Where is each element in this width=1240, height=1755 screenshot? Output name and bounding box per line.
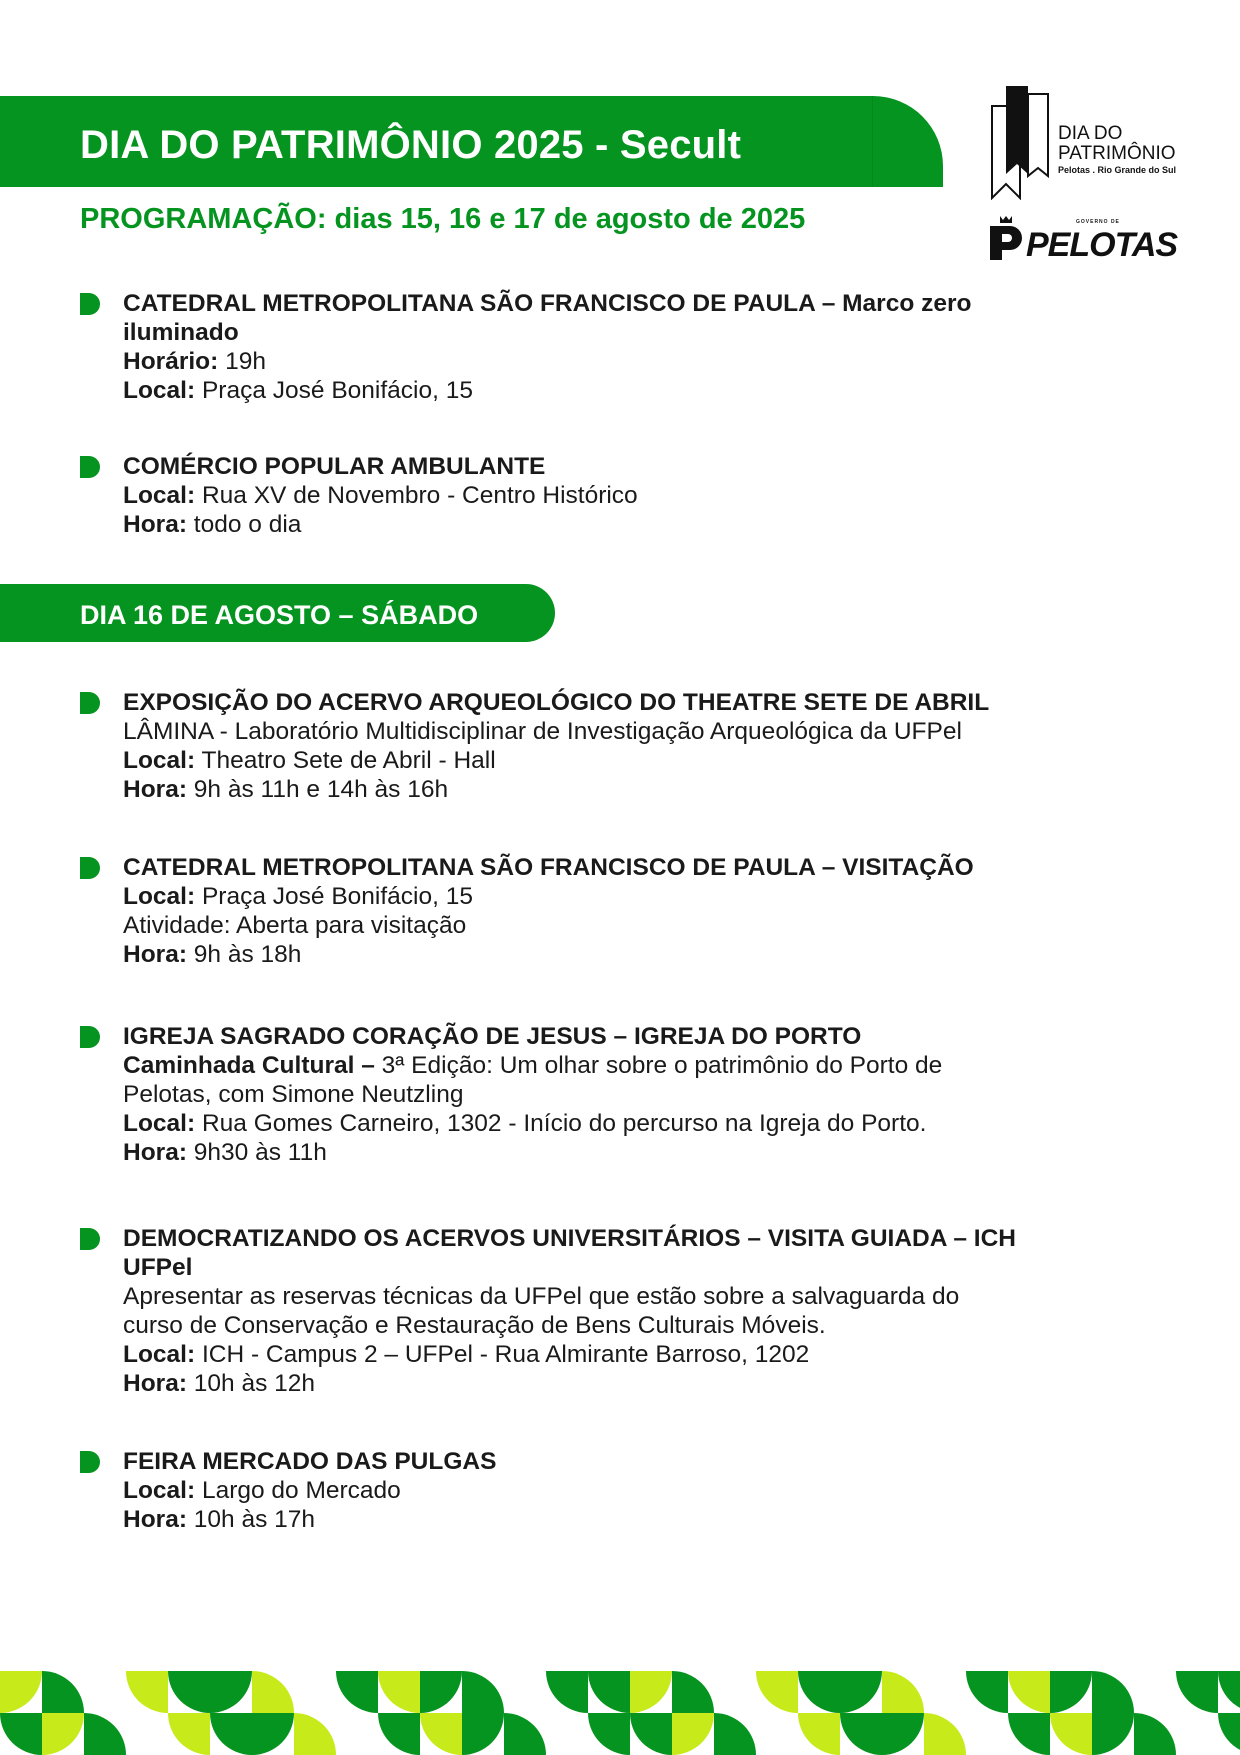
footer-tile: [1176, 1671, 1218, 1713]
footer-tile: [1050, 1713, 1092, 1755]
gov-label: GOVERNO DE: [1076, 219, 1120, 225]
event-description-cont: Pelotas, com Simone Neutzling: [123, 1081, 464, 1108]
footer-tile: [546, 1671, 588, 1713]
footer-tile: [294, 1713, 336, 1755]
program-subtitle: PROGRAMAÇÃO: dias 15, 16 e 17 de agosto de 2025: [80, 203, 806, 235]
field-label: Local:: [123, 1341, 196, 1368]
field-label: Local:: [123, 482, 196, 509]
footer-tile: [882, 1713, 924, 1755]
footer-tile: [210, 1671, 252, 1713]
bullet-icon: [80, 692, 100, 714]
decorative-footer-pattern: [0, 1671, 1240, 1755]
event-title-cont: UFPel: [123, 1254, 193, 1281]
field-label: Local:: [123, 1477, 196, 1504]
event-title: CATEDRAL METROPOLITANA SÃO FRANCISCO DE PAULA – VISITAÇÃO: [123, 854, 974, 881]
logo-line-2: PATRIMÔNIO: [1058, 143, 1176, 164]
footer-tile: [0, 1713, 42, 1755]
footer-tile: [42, 1713, 84, 1755]
field-value: Praça José Bonifácio, 15: [195, 883, 473, 910]
footer-tile: [672, 1713, 714, 1755]
footer-tile: [210, 1713, 252, 1755]
event-title: EXPOSIÇÃO DO ACERVO ARQUEOLÓGICO DO THEATRE SETE DE ABRIL: [123, 689, 990, 716]
event-title: FEIRA MERCADO DAS PULGAS: [123, 1448, 497, 1475]
footer-tile: [420, 1671, 462, 1713]
footer-tile: [840, 1713, 882, 1755]
bullet-icon: [80, 456, 100, 478]
pelotas-crest-icon: [988, 214, 1024, 262]
footer-tile: [714, 1713, 756, 1755]
event-description-cont: curso de Conservação e Restauração de Bens Culturais Móveis.: [123, 1312, 826, 1339]
footer-tile: [840, 1671, 882, 1713]
footer-tile: [1008, 1671, 1050, 1713]
footer-tile: [798, 1671, 840, 1713]
footer-tile: [42, 1671, 84, 1713]
field-value: Praça José Bonifácio, 15: [195, 377, 473, 404]
event-description: LÂMINA - Laboratório Multidisciplinar de Investigação Arqueológica da UFPel: [123, 718, 962, 745]
footer-tile: [630, 1713, 672, 1755]
field-label: Hora:: [123, 1370, 187, 1397]
dia-do-patrimonio-logo: [988, 84, 1178, 200]
footer-tile: [588, 1671, 630, 1713]
event-description: 3ª Edição: Um olhar sobre o patrimônio do Porto de: [374, 1052, 943, 1079]
footer-tile: [336, 1671, 378, 1713]
footer-tile: [252, 1713, 294, 1755]
footer-tile: [0, 1671, 42, 1713]
footer-tile: [378, 1671, 420, 1713]
field-value: 9h às 18h: [186, 941, 302, 968]
footer-tile: [84, 1713, 126, 1755]
field-value: 9h às 11h e 14h às 16h: [186, 776, 449, 803]
footer-tile: [672, 1671, 714, 1713]
footer-tile: [1134, 1713, 1176, 1755]
field-value: 9h30 às 11h: [186, 1139, 327, 1166]
event-title: DEMOCRATIZANDO OS ACERVOS UNIVERSITÁRIOS – VISITA GUIADA – ICH: [123, 1225, 1016, 1252]
bullet-icon: [80, 857, 100, 879]
bullet-icon: [80, 1451, 100, 1473]
footer-tile: [798, 1713, 840, 1755]
footer-tile: [1092, 1671, 1134, 1713]
event-description: Atividade: Aberta para visitação: [123, 912, 467, 939]
field-label: Horário:: [123, 348, 219, 375]
page-title: DIA DO PATRIMÔNIO 2025 - Secult: [80, 123, 742, 167]
footer-tile: [504, 1713, 546, 1755]
event-description: Apresentar as reservas técnicas da UFPel que estão sobre a salvaguarda do: [123, 1283, 960, 1310]
footer-tile: [1218, 1713, 1240, 1755]
footer-tile: [252, 1671, 294, 1713]
bullet-icon: [80, 1026, 100, 1048]
field-value: ICH - Campus 2 – UFPel - Rua Almirante Barroso, 1202: [195, 1341, 810, 1368]
event-title: CATEDRAL METROPOLITANA SÃO FRANCISCO DE PAULA – Marco zero: [123, 290, 972, 317]
field-label: Caminhada Cultural –: [123, 1052, 375, 1079]
footer-tile: [1008, 1713, 1050, 1755]
field-label: Hora:: [123, 1139, 187, 1166]
footer-tile: [588, 1713, 630, 1755]
field-value: todo o dia: [186, 511, 302, 538]
logo-line-1: DIA DO: [1058, 123, 1123, 144]
footer-tile: [168, 1713, 210, 1755]
field-value: Rua XV de Novembro - Centro Histórico: [195, 482, 638, 509]
event-title: COMÉRCIO POPULAR AMBULANTE: [123, 453, 546, 480]
footer-tile: [420, 1713, 462, 1755]
logo-line-3: Pelotas . Rio Grande do Sul: [1058, 165, 1177, 175]
footer-tile: [126, 1671, 168, 1713]
pelotas-wordmark: PELOTAS: [1026, 226, 1178, 264]
footer-tile: [1050, 1671, 1092, 1713]
field-value: Theatro Sete de Abril - Hall: [195, 747, 496, 774]
field-label: Local:: [123, 1110, 196, 1137]
field-label: Local:: [123, 747, 196, 774]
ribbon-icon: [988, 84, 1054, 200]
day-title: DIA 16 DE AGOSTO – SÁBADO: [80, 600, 479, 630]
event-title-cont: iluminado: [123, 319, 239, 346]
footer-tile: [882, 1671, 924, 1713]
field-label: Hora:: [123, 511, 187, 538]
field-value: Largo do Mercado: [195, 1477, 401, 1504]
field-label: Hora:: [123, 776, 187, 803]
footer-tile: [462, 1713, 504, 1755]
field-value: 10h às 17h: [186, 1506, 316, 1533]
field-label: Local:: [123, 377, 196, 404]
footer-tile: [924, 1713, 966, 1755]
field-label: Hora:: [123, 941, 187, 968]
field-label: Local:: [123, 883, 196, 910]
footer-tile: [1218, 1671, 1240, 1713]
footer-tile: [966, 1671, 1008, 1713]
footer-tile: [1092, 1713, 1134, 1755]
footer-tile: [168, 1671, 210, 1713]
bullet-icon: [80, 293, 100, 315]
field-value: 19h: [218, 348, 266, 375]
footer-tile: [630, 1671, 672, 1713]
field-value: 10h às 12h: [186, 1370, 316, 1397]
footer-tile: [756, 1671, 798, 1713]
footer-tile: [378, 1713, 420, 1755]
bullet-icon: [80, 1228, 100, 1250]
footer-tile: [462, 1671, 504, 1713]
field-label: Hora:: [123, 1506, 187, 1533]
event-title: IGREJA SAGRADO CORAÇÃO DE JESUS – IGREJA DO PORTO: [123, 1023, 862, 1050]
pelotas-government-logo: [988, 214, 1178, 264]
field-value: Rua Gomes Carneiro, 1302 - Início do percurso na Igreja do Porto.: [195, 1110, 927, 1137]
